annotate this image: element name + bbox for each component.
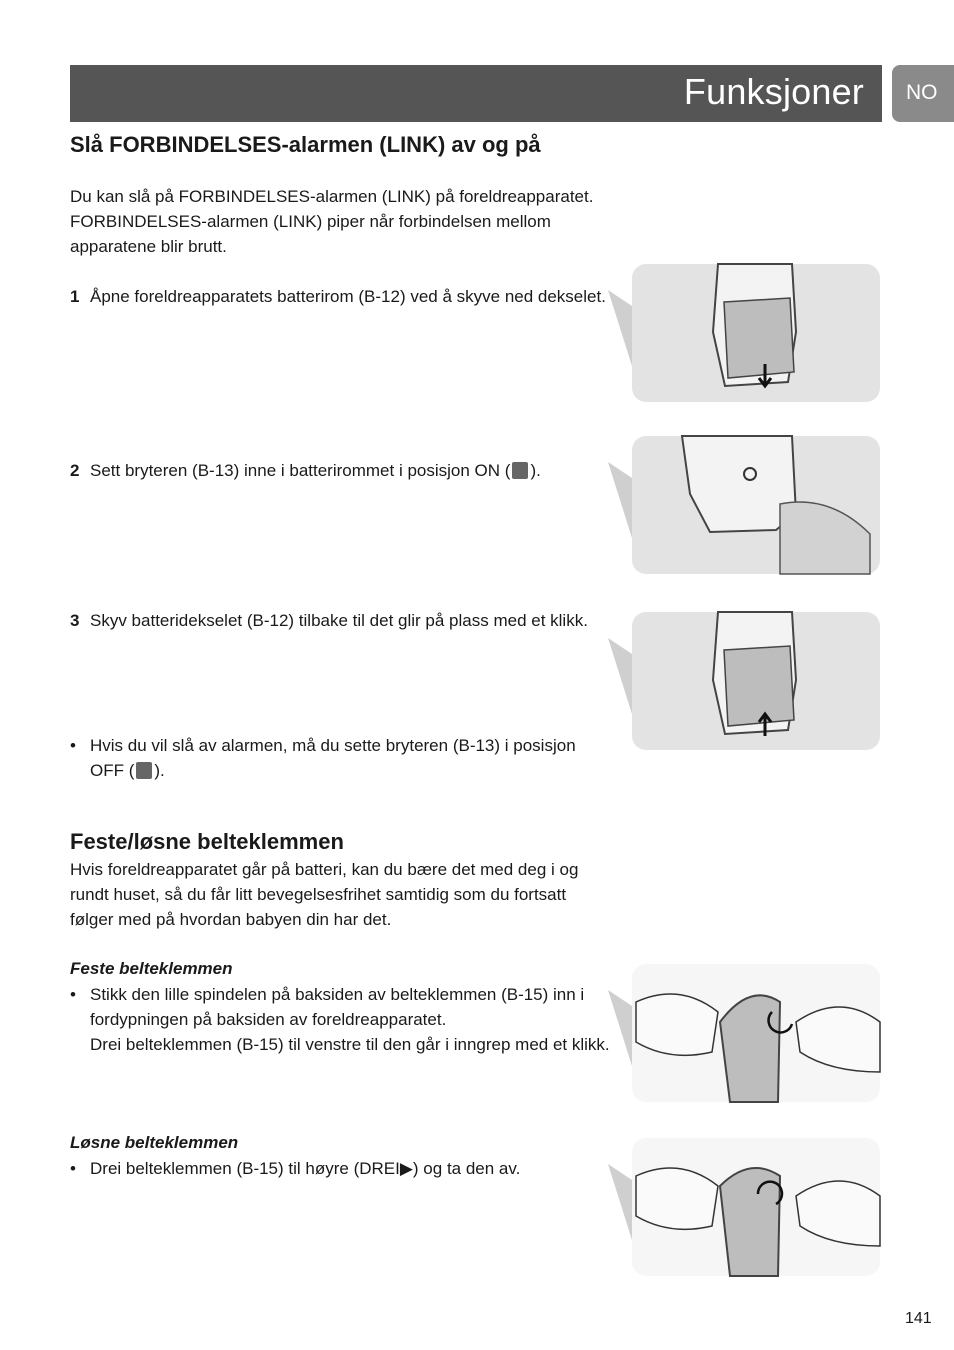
attach-bullet: [70, 982, 610, 1057]
step-number: 2: [70, 461, 80, 480]
step-text: Skyv batteridekselet (B-12) tilbake til det glir på plass med et klikk.: [90, 611, 588, 630]
figure-attach-belt-clip: [600, 962, 882, 1104]
on-switch-icon: [512, 462, 528, 479]
bullet-text: Hvis du vil slå av alarmen, må du sette bryteren (B-13) i posisjon OFF ( ).: [90, 736, 576, 780]
step-text: Åpne foreldreapparatets batterirom (B-12) ved å skyve ned dekselet.: [90, 287, 606, 306]
step-2: [70, 458, 610, 483]
section-heading-link-alarm: Slå FORBINDELSES-alarmen (LINK) av og på: [70, 132, 541, 157]
bullet-mark: •: [70, 736, 76, 755]
bullet-text: Stikk den lille spindelen på baksiden av belteklemmen (B-15) inn i fordypningen på baksiden av foreldreapparatet.: [90, 985, 585, 1029]
off-bullet: [70, 733, 610, 783]
figure-set-switch-on: [600, 434, 882, 576]
step-number: 3: [70, 611, 80, 630]
section-intro-belt-clip: Hvis foreldreapparatet går på batteri, kan du bære det med deg i og rundt huset, så du får litt bevegelsesfrihet samtidig som du fortsatt følger med på hvordan babyen din har det.: [70, 860, 579, 929]
step-1: [70, 284, 610, 309]
header-bar: [70, 65, 882, 122]
subheading-detach: Løsne belteklemmen: [70, 1133, 239, 1152]
figure-detach-belt-clip: [600, 1136, 882, 1278]
page-title: Funksjoner: [683, 71, 864, 112]
subheading-attach: Feste belteklemmen: [70, 959, 233, 978]
section-intro-link-alarm: Du kan slå på FORBINDELSES-alarmen (LINK) på foreldreapparatet. FORBINDELSES-alarmen (LINK) piper når forbindelsen mellom apparatene blir brutt.: [70, 187, 594, 256]
step-number: 1: [70, 287, 80, 306]
bullet-mark: •: [70, 985, 76, 1004]
step-3: [70, 608, 610, 633]
language-tab: [892, 65, 954, 122]
detach-bullet: [70, 1156, 610, 1181]
off-switch-icon: [136, 762, 152, 779]
bullet-mark: •: [70, 1159, 76, 1178]
figure-open-battery-cover: [600, 262, 882, 404]
page-number: 141: [905, 1310, 932, 1327]
step-text: Sett bryteren (B-13) inne i batterirommet i posisjon ON ( ).: [90, 461, 541, 480]
language-code: NO: [906, 81, 938, 104]
figure-close-battery-cover: [600, 610, 882, 752]
bullet-text-continued: Drei belteklemmen (B-15) til venstre til den går i inngrep med et klikk.: [90, 1035, 610, 1054]
bullet-text: Drei belteklemmen (B-15) til høyre (DREI▶) og ta den av.: [90, 1159, 521, 1178]
section-heading-belt-clip: Feste/løsne belteklemmen: [70, 829, 344, 854]
